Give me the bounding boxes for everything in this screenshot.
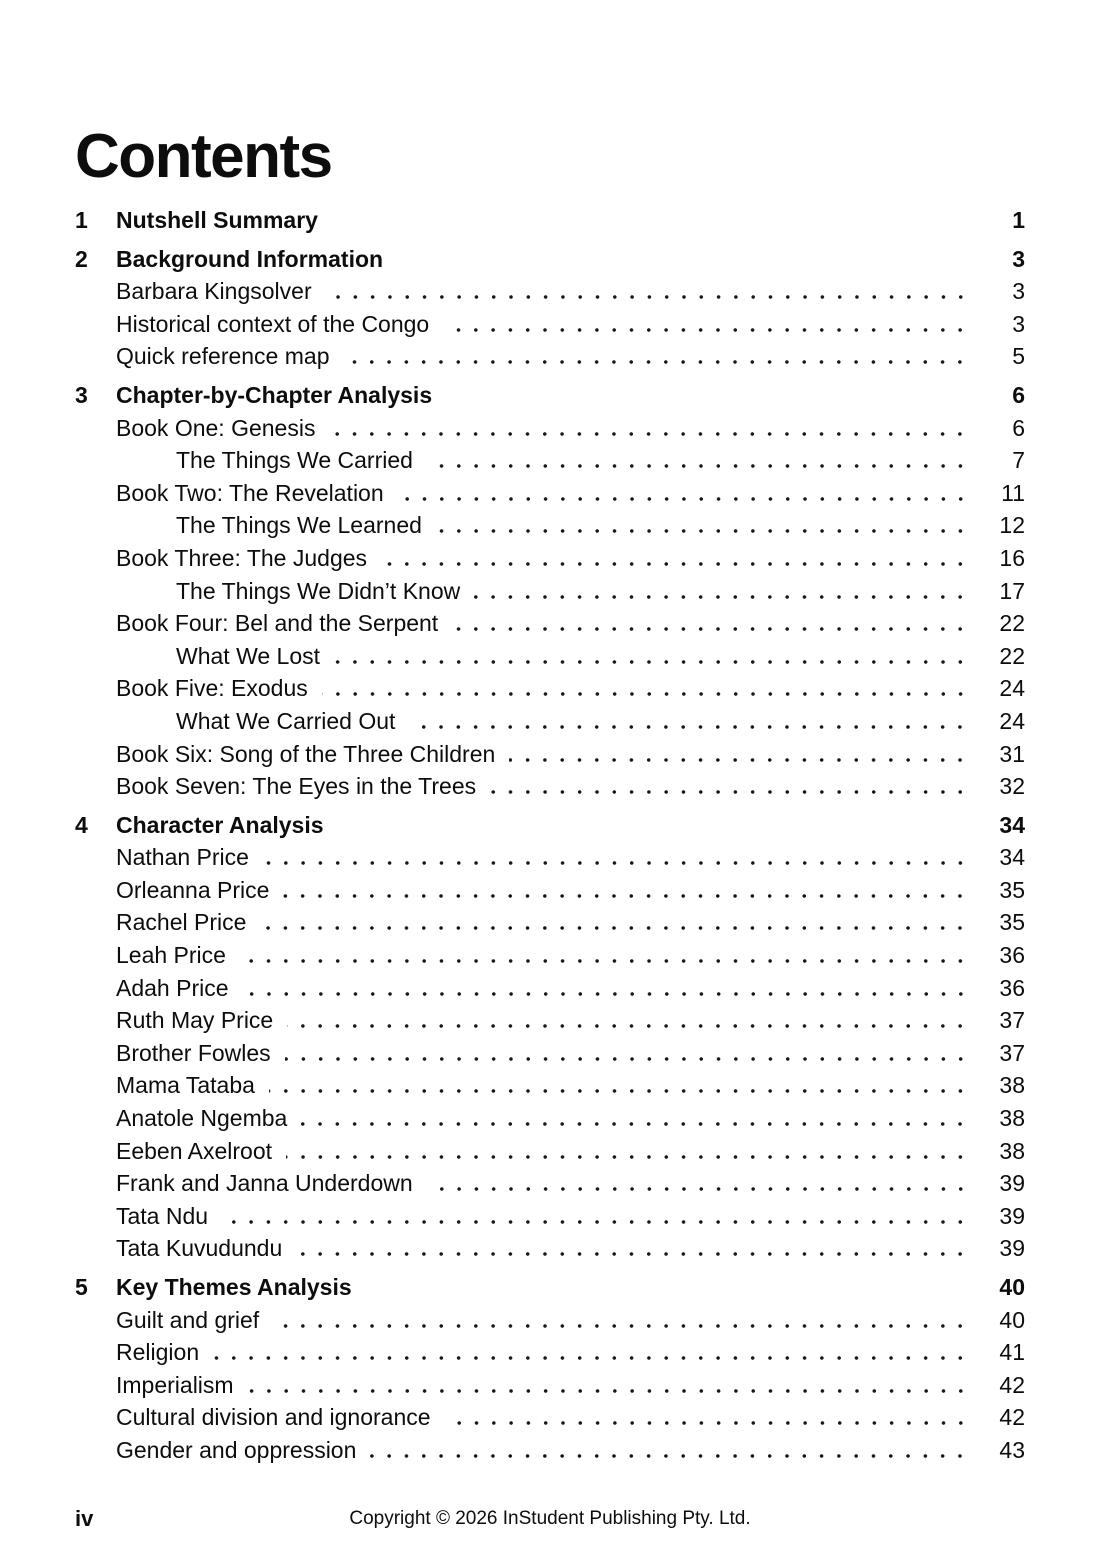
toc-entry (75, 874, 1025, 907)
toc-entry-label: Book Four: Bel and the Serpent (116, 610, 439, 637)
dot-leader (398, 497, 969, 501)
dot-leader (409, 725, 969, 729)
toc-entry (75, 1369, 1025, 1402)
toc-entry-label: Nutshell Summary (116, 207, 318, 233)
toc-entry (75, 1232, 1025, 1265)
toc-entry (75, 1336, 1025, 1369)
toc-entry-page: 24 (999, 675, 1025, 702)
toc-entry (75, 939, 1025, 972)
toc-entry (75, 204, 1025, 237)
toc-entry-page: 34 (999, 811, 1025, 838)
toc-entry-label: Book One: Genesis (116, 414, 316, 441)
toc-entry (75, 972, 1025, 1005)
dot-leader (397, 263, 969, 267)
dot-leader (474, 595, 969, 599)
toc-entry-label: Cultural division and ignorance (116, 1404, 431, 1431)
dot-leader (452, 627, 969, 631)
toc-entry-label: Brother Fowles (116, 1039, 271, 1066)
toc-entry-label: The Things We Carried (176, 447, 413, 474)
toc-entry-label: Tata Ndu (116, 1202, 209, 1229)
toc-entry-page: 7 (1012, 447, 1025, 474)
toc-entry-page: 3 (1012, 245, 1025, 272)
dot-leader (326, 295, 969, 299)
toc-entry-label: Gender and oppression (116, 1436, 357, 1463)
toc-entry-label: Key Themes Analysis (116, 1274, 352, 1300)
toc-entry-number: 1 (75, 207, 88, 233)
dot-leader (213, 1356, 969, 1360)
toc-entry-page: 40 (999, 1274, 1025, 1300)
toc-entry-label: Nathan Price (116, 844, 249, 871)
toc-entry-page: 42 (999, 1404, 1025, 1431)
dot-leader (286, 1155, 969, 1159)
toc-entry-label: The Things We Learned (176, 512, 422, 539)
dot-leader (301, 1122, 969, 1126)
dot-leader (436, 529, 969, 533)
toc-entry-label: Book Six: Song of the Three Children (116, 740, 496, 767)
dot-leader (329, 432, 969, 436)
toc-entry-page: 3 (1012, 310, 1025, 337)
toc-entry-page: 38 (999, 1137, 1025, 1164)
dot-leader (332, 224, 969, 228)
page-footer (75, 1506, 1025, 1536)
dot-leader (248, 1389, 969, 1393)
toc-entry (75, 770, 1025, 803)
toc-entry-label: What We Carried Out (176, 707, 396, 734)
toc-entry (75, 1069, 1025, 1102)
toc-entry (75, 1135, 1025, 1168)
dot-leader (285, 1057, 969, 1061)
toc-entry-page: 31 (999, 740, 1025, 767)
toc-entry (75, 379, 1025, 412)
toc-entry-page: 35 (999, 876, 1025, 903)
toc-entry-page: 32 (999, 773, 1025, 800)
dot-leader (287, 1024, 969, 1028)
toc-entry-page: 35 (999, 909, 1025, 936)
toc-entry-label: The Things We Didn’t Know (176, 577, 461, 604)
toc-entry (75, 705, 1025, 738)
toc-entry-page: 41 (999, 1339, 1025, 1366)
toc-entry (75, 841, 1025, 874)
toc-entry (75, 308, 1025, 341)
toc-entry-page: 22 (999, 610, 1025, 637)
toc-entry-label: Adah Price (116, 974, 229, 1001)
toc-entry (75, 738, 1025, 771)
dot-leader (427, 464, 969, 468)
toc-entry-number: 3 (75, 381, 88, 408)
toc-entry (75, 1037, 1025, 1070)
toc-entry-label: Quick reference map (116, 343, 330, 370)
dot-leader (443, 328, 969, 332)
toc-entry-label: What We Lost (176, 642, 321, 669)
toc-entry-page: 17 (999, 577, 1025, 604)
toc-entry-page: 39 (999, 1170, 1025, 1197)
toc-entry (75, 809, 1025, 842)
dot-leader (269, 1089, 969, 1093)
toc-entry (75, 340, 1025, 373)
dot-leader (509, 758, 969, 762)
toc-entry-number: 2 (75, 245, 88, 272)
dot-leader (338, 829, 969, 833)
toc-entry-label: Book Seven: The Eyes in the Trees (116, 773, 477, 800)
toc-entry-label: Orleanna Price (116, 876, 270, 903)
dot-leader (273, 1324, 969, 1328)
toc-entry-label: Frank and Janna Underdown (116, 1170, 413, 1197)
toc-entry-label: Guilt and grief (116, 1306, 260, 1333)
dot-leader (381, 562, 969, 566)
toc-entry-page: 12 (999, 512, 1025, 539)
toc-entry-label: Imperialism (116, 1371, 234, 1398)
toc-entry-page: 38 (999, 1072, 1025, 1099)
toc-entry-label: Ruth May Price (116, 1007, 274, 1034)
toc-entry-page: 5 (1012, 343, 1025, 370)
toc-entry-page: 22 (999, 642, 1025, 669)
toc-entry (75, 542, 1025, 575)
toc-entry-page: 6 (1012, 381, 1025, 408)
toc-entry-page: 36 (999, 942, 1025, 969)
toc-entry-label: Tata Kuvudundu (116, 1235, 283, 1262)
dot-leader (427, 1187, 969, 1191)
toc-entry (75, 575, 1025, 608)
dot-leader (296, 1252, 969, 1256)
toc-entry (75, 275, 1025, 308)
toc-entry-page: 11 (1001, 479, 1025, 506)
toc-entry (75, 906, 1025, 939)
toc-entry-page: 37 (999, 1039, 1025, 1066)
toc-entry-label: Character Analysis (116, 811, 324, 838)
dot-leader (240, 959, 969, 963)
toc-entry-label: Chapter-by-Chapter Analysis (116, 381, 433, 408)
toc-entry-page: 37 (999, 1007, 1025, 1034)
toc-entry-page: 39 (999, 1235, 1025, 1262)
dot-leader (334, 660, 969, 664)
toc-entry-page: 40 (999, 1306, 1025, 1333)
toc-entry (75, 412, 1025, 445)
page-number-label: iv (75, 1506, 94, 1531)
toc-entry (75, 1167, 1025, 1200)
dot-leader (243, 992, 969, 996)
toc-entry (75, 1004, 1025, 1037)
dot-leader (343, 360, 969, 364)
toc-entry-page: 38 (999, 1105, 1025, 1132)
toc-entry (75, 509, 1025, 542)
toc-entry-page: 42 (999, 1371, 1025, 1398)
dot-leader (283, 894, 969, 898)
toc-entry (75, 1434, 1025, 1467)
dot-leader (263, 861, 969, 865)
toc-entry (75, 1271, 1025, 1304)
toc-entry-page: 24 (999, 707, 1025, 734)
toc-entry-page: 3 (1012, 278, 1025, 305)
dot-leader (260, 926, 969, 930)
toc-entry-label: Mama Tataba (116, 1072, 255, 1099)
toc-entry-page: 1 (1012, 207, 1025, 233)
toc-entry (75, 672, 1025, 705)
toc-entry-page: 34 (999, 844, 1025, 871)
dot-leader (222, 1220, 969, 1224)
toc-entry-number: 4 (75, 811, 88, 838)
toc-entry (75, 243, 1025, 276)
toc-entry (75, 607, 1025, 640)
dot-leader (445, 1421, 969, 1425)
toc-entry-label: Rachel Price (116, 909, 247, 936)
toc-entry-label: Book Five: Exodus (116, 675, 308, 702)
toc-entry (75, 1200, 1025, 1233)
toc-list (75, 204, 1025, 1467)
page-title: Contents (75, 122, 332, 191)
toc-entry (75, 1102, 1025, 1135)
toc-entry (75, 477, 1025, 510)
toc-entry (75, 1401, 1025, 1434)
toc-entry-label: Book Three: The Judges (116, 544, 368, 571)
toc-entry-label: Barbara Kingsolver (116, 278, 312, 305)
copyright-text: Copyright © 2026 InStudent Publishing Pty. Ltd. (349, 1508, 751, 1529)
toc-entry-number: 5 (75, 1274, 88, 1300)
dot-leader (366, 1291, 969, 1295)
toc-entry-label: Eeben Axelroot (116, 1137, 273, 1164)
toc-entry-label: Religion (116, 1339, 200, 1366)
toc-entry-label: Leah Price (116, 942, 226, 969)
toc-entry (75, 444, 1025, 477)
toc-entry (75, 1304, 1025, 1337)
toc-entry-page: 43 (999, 1436, 1025, 1463)
dot-leader (490, 790, 969, 794)
toc-entry-label: Anatole Ngemba (116, 1105, 288, 1132)
toc-entry-page: 6 (1012, 414, 1025, 441)
dot-leader (370, 1454, 969, 1458)
toc-entry (75, 640, 1025, 673)
toc-entry-label: Historical context of the Congo (116, 310, 430, 337)
toc-entry-label: Background Information (116, 245, 384, 272)
dot-leader (446, 399, 969, 403)
toc-entry-label: Book Two: The Revelation (116, 479, 384, 506)
toc-entry-page: 36 (999, 974, 1025, 1001)
dot-leader (322, 692, 969, 696)
toc-entry-page: 39 (999, 1202, 1025, 1229)
toc-entry-page: 16 (999, 544, 1025, 571)
